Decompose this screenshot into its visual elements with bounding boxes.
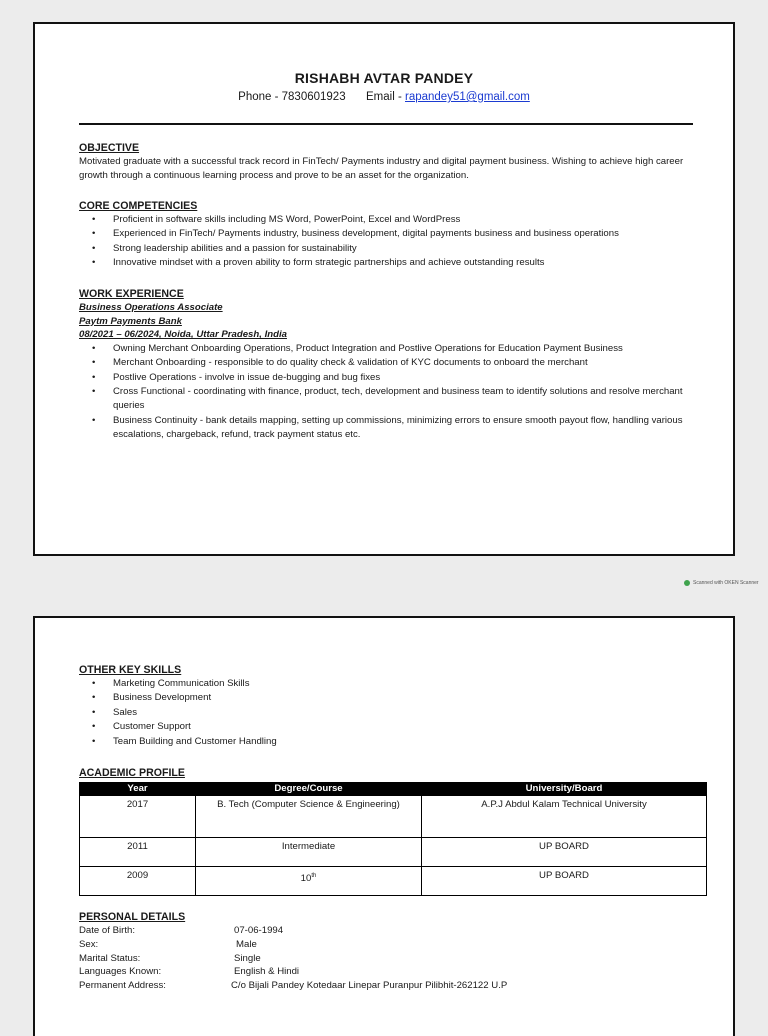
detail-value: 07-06-1994 [234, 925, 284, 936]
detail-row-sex [79, 938, 695, 952]
objective-heading: OBJECTIVE [79, 142, 140, 154]
table-row [80, 796, 707, 838]
work-responsibilities-list [79, 342, 695, 443]
table-cell-board: A.P.J Abdul Kalam Technical University [422, 796, 707, 838]
detail-row-dob [79, 924, 695, 938]
list-item: • Strong leadership abilities and a passion for sustainability [79, 242, 695, 256]
course-text: 10 [300, 873, 312, 885]
list-item: • Sales [79, 706, 695, 720]
phone-text: Phone - 7830601923 [238, 91, 346, 103]
table-row [80, 867, 707, 896]
work-experience-section [79, 287, 695, 443]
table-cell-year: 2017 [80, 796, 196, 838]
list-item: • Experienced in FinTech/ Payments industry, business development, digital payments business and business operations [79, 227, 695, 241]
personal-details-heading: PERSONAL DETAILS [79, 911, 186, 923]
company-name: Paytm Payments Bank [79, 315, 182, 327]
job-period: 08/2021 – 06/2024, Noida, Uttar Pradesh, India [79, 329, 287, 341]
scanner-note-text: Scanned with OKEN Scanner [693, 580, 759, 586]
list-item: • Proficient in software skills including MS Word, PowerPoint, Excel and WordPress [79, 213, 695, 227]
list-item: • Customer Support [79, 720, 695, 734]
list-item: • Merchant Onboarding - responsible to do quality check & validation of KYC documents to onboard the merchant [79, 356, 695, 370]
academic-profile-section [79, 766, 695, 780]
objective-text: Motivated graduate with a successful track record in FinTech/ Payments industry and digital payment business. Wishing to achieve high career growth through a continuous learning process and prove to be an asset for the organization. [79, 156, 684, 182]
list-item: • Cross Functional - coordinating with finance, product, tech, development and business team to identify solutions and resolve merchant queries [79, 385, 695, 414]
detail-value: C/o Bijali Pandey Kotedaar Linepar Puranpur Pilibhit-262122 U.P [231, 980, 508, 992]
detail-label: Date of Birth: [79, 925, 135, 936]
table-cell-course: B. Tech (Computer Science & Engineering) [196, 796, 422, 838]
list-item: • Marketing Communication Skills [79, 677, 695, 691]
detail-label: Sex: [79, 938, 99, 950]
contact-line [35, 91, 733, 103]
detail-label: Languages Known: [79, 966, 162, 978]
detail-value: Male [236, 938, 257, 950]
core-competencies-section [79, 199, 695, 271]
personal-details-section [79, 910, 695, 993]
academic-table [79, 782, 707, 896]
list-item: • Postlive Operations - involve in issue de-bugging and bug fixes [79, 371, 695, 385]
scanner-watermark [684, 580, 759, 586]
table-cell-board: UP BOARD [422, 867, 707, 896]
list-item: • Owning Merchant Onboarding Operations, Product Integration and Postlive Operations for Education Payment Business [79, 342, 695, 356]
job-role: Business Operations Associate [79, 302, 223, 313]
detail-value: English & Hindi [234, 966, 300, 978]
other-skills-heading: OTHER KEY SKILLS [79, 664, 182, 676]
table-row [80, 838, 707, 867]
resume-page-1 [33, 22, 735, 556]
header-divider [79, 123, 693, 125]
resume-page-2 [33, 616, 735, 1036]
table-header-row [80, 783, 707, 796]
scanner-logo-icon [684, 580, 690, 586]
table-cell-course [196, 867, 422, 896]
detail-value: Single [234, 952, 261, 964]
detail-row-address [79, 979, 695, 993]
detail-row-marital-status [79, 952, 695, 966]
table-cell-year: 2009 [80, 867, 196, 896]
table-cell-board: UP BOARD [422, 838, 707, 867]
core-competencies-list [79, 213, 695, 271]
course-superscript: th [311, 873, 317, 879]
other-skills-section [79, 663, 695, 749]
work-experience-heading: WORK EXPERIENCE [79, 288, 184, 300]
detail-label: Marital Status: [79, 952, 141, 964]
column-header-board: University/Board [422, 783, 707, 796]
academic-profile-heading: ACADEMIC PROFILE [79, 767, 185, 779]
detail-row-languages [79, 965, 695, 979]
other-skills-list [79, 677, 695, 749]
objective-section [79, 141, 695, 184]
email-link[interactable]: rapandey51@gmail.com [405, 91, 530, 103]
table-cell-year: 2011 [80, 838, 196, 867]
column-header-course: Degree/Course [196, 783, 422, 796]
list-item: • Business Continuity - bank details mapping, setting up commissions, minimizing errors to ensure smooth payout flow, handling various escalations, chargeback, refund, track payment status etc. [79, 414, 695, 443]
list-item: • Innovative mindset with a proven ability to form strategic partnerships and achieve outstanding results [79, 256, 695, 270]
column-header-year: Year [80, 783, 196, 796]
list-item: • Team Building and Customer Handling [79, 735, 695, 749]
email-label: Email - [366, 91, 405, 103]
core-competencies-heading: CORE COMPETENCIES [79, 200, 198, 212]
detail-label: Permanent Address: [79, 980, 166, 992]
personal-details-list [79, 924, 695, 993]
list-item: • Business Development [79, 691, 695, 705]
candidate-name: RISHABH AVTAR PANDEY [294, 70, 474, 86]
table-cell-course: Intermediate [196, 838, 422, 867]
